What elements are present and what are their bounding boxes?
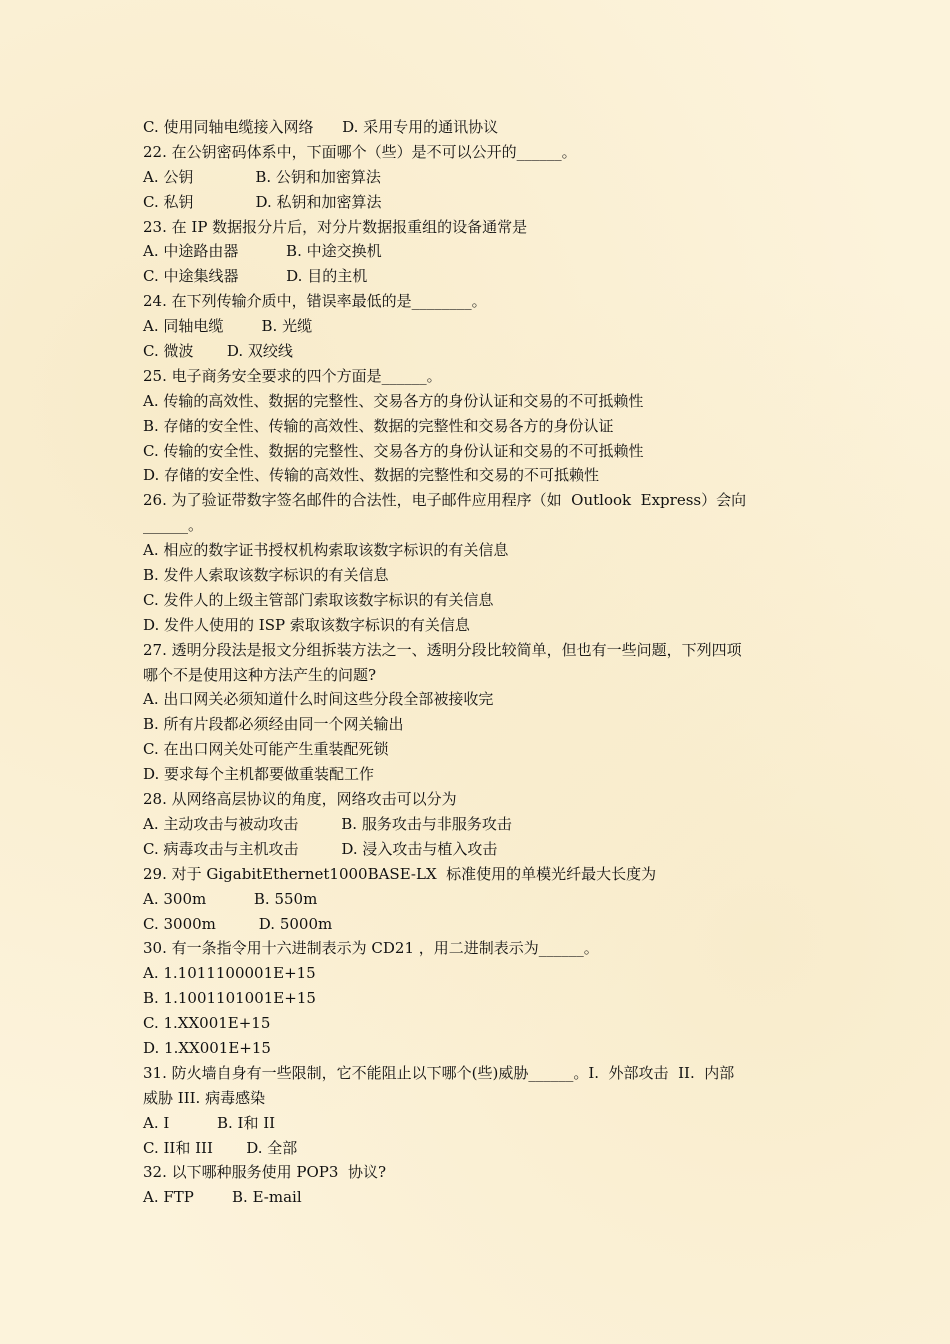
question-29: 29. 对于 GigabitEthernet1000BASE-LX 标准使用的单模光纤最大长度为 (143, 864, 657, 883)
option-line: B. 存储的安全性、传输的高效性、数据的完整性和交易各方的身份认证 (143, 416, 614, 435)
question-26-cont: ______。 (143, 516, 204, 535)
option-line: C. 中途集线器 D. 目的主机 (143, 267, 368, 286)
option-line: A. 中途路由器 B. 中途交换机 (143, 242, 382, 261)
question-26: 26. 为了验证带数字签名邮件的合法性，电子邮件应用程序（如 Outlook Express）会向 (143, 491, 747, 510)
question-list (143, 115, 811, 1210)
option-line: C. 1.XX001E+15 (143, 1014, 271, 1033)
question-22: 22. 在公钥密码体系中，下面哪个（些）是不可以公开的______。 (143, 142, 577, 161)
option-line: C. 微波 D. 双绞线 (143, 342, 293, 361)
option-line: C. 私钥 D. 私钥和加密算法 (143, 192, 382, 211)
option-line: C. 病毒攻击与主机攻击 D. 浸入攻击与植入攻击 (143, 839, 498, 858)
option-line: C. II和 III D. 全部 (143, 1138, 298, 1157)
option-line: A. 出口网关必须知道什么时间这些分段全部被接收完 (143, 690, 494, 709)
question-31: 31. 防火墙自身有一些限制，它不能阻止以下哪个(些)威胁______。I. 外部攻击 II. 内部 (143, 1063, 735, 1082)
option-line: B. 1.1001101001E+15 (143, 989, 316, 1008)
option-line: C. 发件人的上级主管部门索取该数字标识的有关信息 (143, 590, 494, 609)
option-line: A. 主动攻击与被动攻击 B. 服务攻击与非服务攻击 (143, 814, 512, 833)
option-line: A. 同轴电缆 B. 光缆 (143, 317, 313, 336)
question-28: 28. 从网络高层协议的角度，网络攻击可以分为 (143, 790, 457, 809)
question-27-cont: 哪个不是使用这种方法产生的问题? (143, 665, 377, 684)
question-30: 30. 有一条指令用十六进制表示为 CD21 ，用二进制表示为______。 (143, 939, 599, 958)
question-25: 25. 电子商务安全要求的四个方面是______。 (143, 366, 442, 385)
option-line: D. 存储的安全性、传输的高效性、数据的完整性和交易的不可抵赖性 (143, 466, 600, 485)
option-line: A. 相应的数字证书授权机构索取该数字标识的有关信息 (143, 541, 509, 560)
option-line: C. 在出口网关处可能产生重装配死锁 (143, 740, 389, 759)
option-line: D. 要求每个主机都要做重装配工作 (143, 765, 375, 784)
question-31-cont: 威胁 III. 病毒感染 (143, 1088, 266, 1107)
option-line: C. 传输的安全性、数据的完整性、交易各方的身份认证和交易的不可抵赖性 (143, 441, 644, 460)
option-line: A. FTP B. E-mail (143, 1188, 302, 1207)
option-line: C. 使用同轴电缆接入网络 D. 采用专用的通讯协议 (143, 118, 499, 136)
option-line: B. 发件人索取该数字标识的有关信息 (143, 566, 389, 585)
question-24: 24. 在下列传输介质中，错误率最低的是________。 (143, 292, 487, 311)
question-27: 27. 透明分段法是报文分组拆装方法之一、透明分段比较简单，但也有一些问题，下列四项 (143, 640, 742, 659)
option-line: A. I B. I和 II (143, 1113, 276, 1132)
option-line: D. 发件人使用的 ISP 索取该数字标识的有关信息 (143, 615, 470, 634)
option-line: A. 传输的高效性、数据的完整性、交易各方的身份认证和交易的不可抵赖性 (143, 391, 644, 410)
option-line: D. 1.XX001E+15 (143, 1038, 271, 1057)
option-line: B. 所有片段都必须经由同一个网关输出 (143, 715, 404, 734)
question-32: 32. 以下哪种服务使用 POP3 协议? (143, 1163, 386, 1182)
option-line: A. 公钥 B. 公钥和加密算法 (143, 167, 381, 186)
option-line: A. 300m B. 550m (143, 889, 318, 908)
option-line: C. 3000m D. 5000m (143, 914, 333, 933)
question-23: 23. 在 IP 数据报分片后，对分片数据报重组的设备通常是 (143, 217, 528, 236)
option-line: A. 1.1011100001E+15 (143, 964, 316, 983)
